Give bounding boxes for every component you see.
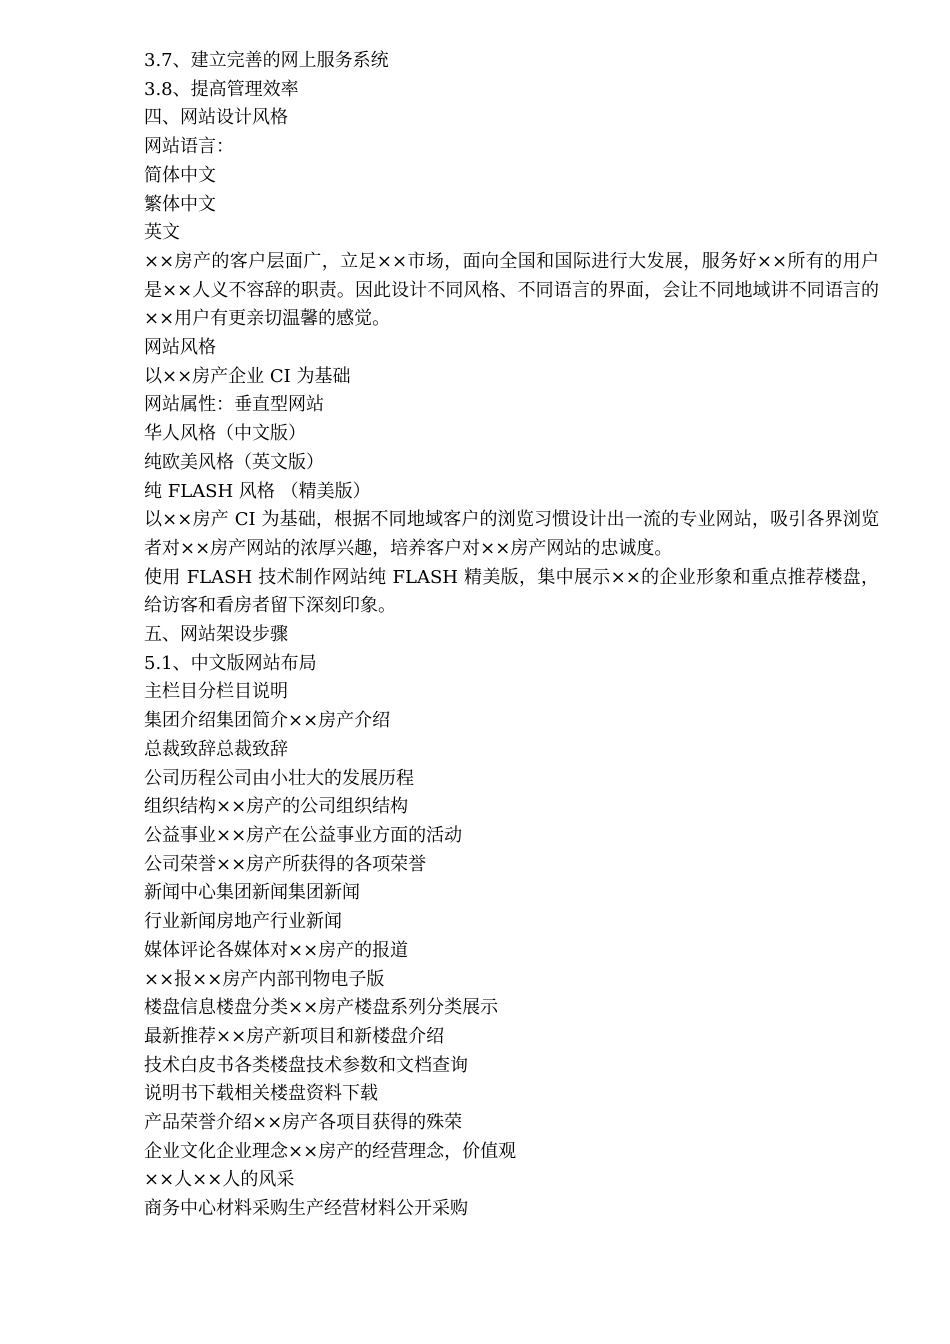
section-heading-5: 五、网站架设步骤: [144, 624, 288, 646]
list-item: 新闻中心集团新闻集团新闻: [144, 882, 360, 904]
list-item: 公益事业××房产在公益事业方面的活动: [144, 824, 463, 846]
list-item: 说明书下载相关楼盘资料下载: [144, 1083, 378, 1105]
site-attribute: 网站属性：垂直型网站: [144, 394, 324, 416]
language-english: 英文: [144, 222, 180, 244]
style-flash: 纯 FLASH 风格 （精美版）: [144, 480, 371, 502]
style-ci-basis: 以××房产企业 CI 为基础: [144, 365, 351, 387]
list-item: 集团介绍集团简介××房产介绍: [144, 710, 391, 732]
style-european: 纯欧美风格（英文版）: [144, 451, 324, 473]
language-simplified: 简体中文: [144, 164, 216, 186]
list-item: 最新推荐××房产新项目和新楼盘介绍: [144, 1025, 445, 1047]
language-traditional: 繁体中文: [144, 193, 216, 215]
site-language-label: 网站语言：: [144, 136, 234, 158]
heading-3-7: 3.7、建立完善的网上服务系统: [144, 50, 389, 71]
paragraph-flash: 使用 FLASH 技术制作网站纯 FLASH 精美版，集中展示××的企业形象和重点推荐楼盘，给访客和看房者留下深刻印象。: [144, 566, 879, 617]
list-item: 技术白皮书各类楼盘技术参数和文档查询: [144, 1054, 468, 1076]
list-item: 公司荣誉××房产所获得的各项荣誉: [144, 853, 427, 875]
list-item: 楼盘信息楼盘分类××房产楼盘系列分类展示: [144, 997, 499, 1019]
list-item: 产品荣誉介绍××房产各项目获得的殊荣: [144, 1112, 463, 1134]
list-item: 总裁致辞总裁致辞: [144, 738, 288, 760]
heading-5-1: 5.1、中文版网站布局: [144, 652, 317, 674]
list-item: 公司历程公司由小壮大的发展历程: [144, 767, 414, 789]
section-heading-4: 四、网站设计风格: [144, 107, 288, 129]
style-chinese: 华人风格（中文版）: [144, 423, 306, 445]
list-item: 企业文化企业理念××房产的经营理念，价值观: [144, 1140, 517, 1162]
list-item: ××人××人的风采: [144, 1169, 295, 1191]
paragraph-ci: 以××房产 CI 为基础，根据不同地域客户的浏览习惯设计出一流的专业网站，吸引各界浏览者对××房产网站的浓厚兴趣，培养客户对××房产网站的忠诚度。: [144, 509, 879, 559]
paragraph-customers: ××房产的客户层面广，立足××市场，面向全国和国际进行大发展，服务好××所有的用户是××人义不容辞的职责。因此设计不同风格、不同语言的界面，会让不同地域讲不同语言的××用户有更亲切温馨的感觉。: [144, 250, 879, 330]
list-item: ××报××房产内部刊物电子版: [144, 968, 385, 990]
list-item: 行业新闻房地产行业新闻: [144, 911, 342, 933]
site-style-label: 网站风格: [144, 337, 216, 359]
list-item: 组织结构××房产的公司组织结构: [144, 796, 409, 818]
heading-3-8: 3.8、提高管理效率: [144, 78, 299, 100]
document-page: [144, 47, 879, 1224]
list-item: 媒体评论各媒体对××房产的报道: [144, 939, 409, 961]
column-header-row: 主栏目分栏目说明: [144, 681, 288, 703]
list-item: 商务中心材料采购生产经营材料公开采购: [144, 1198, 468, 1220]
